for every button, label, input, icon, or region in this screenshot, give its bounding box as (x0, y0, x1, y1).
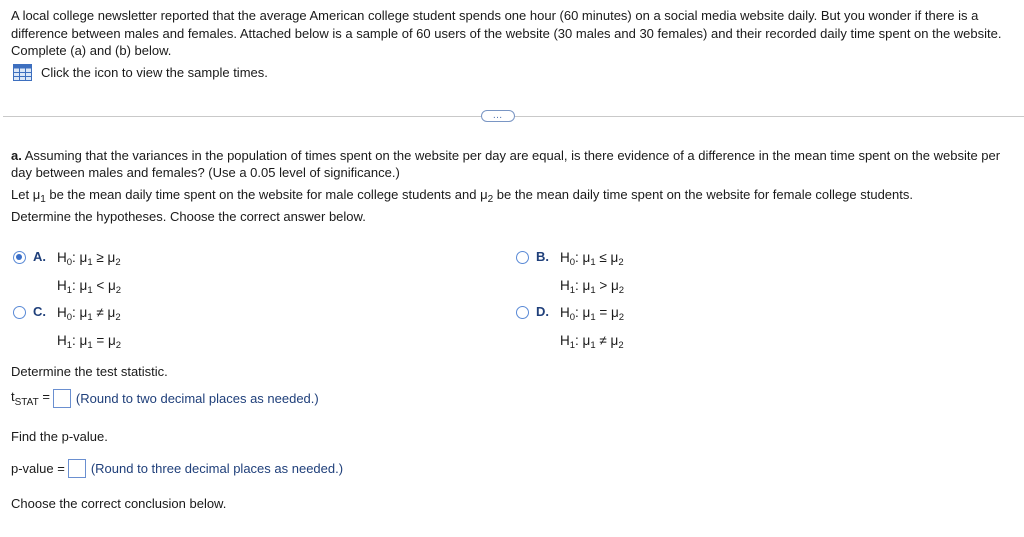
data-link-text: Click the icon to view the sample times. (41, 65, 268, 80)
hypothesis-a (57, 246, 121, 302)
hypothesis-prompt: Determine the hypotheses. Choose the correct answer below. (11, 209, 366, 224)
let-text-2: be the mean daily time spent on the website for male college students and (45, 187, 481, 202)
p-value-prompt: Find the p-value. (11, 429, 108, 444)
hypothesis-b (560, 246, 624, 302)
problem-intro: A local college newsletter reported that the average American college student spends one hour (60 minutes) on a social media website daily. But you wonder if there is a difference between males and females. Attached below is a sample of 60 users of the website (30 males and 30 females) and their recorded daily time spent on the website. Complete (a) and (b) below. (11, 8, 1002, 58)
p-value-label: p-value = (11, 461, 65, 476)
option-letter: B. (536, 249, 549, 264)
option-letter: D. (536, 304, 549, 319)
data-table-link[interactable] (13, 64, 268, 81)
test-stat-row (11, 389, 319, 408)
option-b[interactable] (516, 249, 624, 302)
null-hypothesis: $H_0$: $\mu_1 = \mu_2$ (560, 305, 625, 323)
part-a-question (11, 147, 1011, 181)
part-a-label: a. (11, 148, 22, 163)
p-value-row (11, 459, 343, 478)
mu-symbol: μ (32, 187, 41, 202)
option-c[interactable] (13, 304, 121, 357)
mu-symbol: μ (480, 187, 488, 202)
option-d[interactable] (516, 304, 624, 357)
let-text-3: be the mean daily time spent on the website for female college students. (493, 187, 913, 202)
null-hypothesis: $H_0$: $\mu_1 \le \mu_2$ (560, 250, 624, 268)
p-value-hint: (Round to three decimal places as needed.) (90, 461, 344, 476)
alternative-hypothesis: $H_1$: $\mu_1 = \mu_2$ (57, 333, 122, 351)
p-value-input[interactable] (68, 459, 86, 478)
option-a[interactable] (13, 249, 121, 302)
more-button[interactable]: … (481, 110, 515, 122)
radio-option-a[interactable] (13, 251, 26, 264)
option-letter: A. (33, 249, 46, 264)
alternative-hypothesis: $H_1$: $\mu_1 < \mu_2$ (57, 278, 122, 296)
tstat-input[interactable] (53, 389, 71, 408)
let-text-1: Let (11, 187, 33, 202)
option-letter: C. (33, 304, 46, 319)
null-hypothesis: $H_0$: $\mu_1 \ne \mu_2$ (57, 305, 121, 323)
tstat-hint: (Round to two decimal places as needed.) (75, 391, 319, 406)
radio-option-c[interactable] (13, 306, 26, 319)
hypothesis-d (560, 301, 624, 357)
conclusion-prompt: Choose the correct conclusion below. (11, 496, 227, 511)
radio-option-d[interactable] (516, 306, 529, 319)
radio-option-b[interactable] (516, 251, 529, 264)
mu-definition (11, 186, 1011, 208)
test-stat-prompt: Determine the test statistic. (11, 364, 168, 379)
alternative-hypothesis: $H_1$: $\mu_1 \ne \mu_2$ (560, 333, 624, 351)
null-hypothesis: $H_0$: $\mu_1 \ge \mu_2$ (57, 250, 121, 268)
mu-subscript: 2 (487, 194, 494, 205)
alternative-hypothesis: $H_1$: $\mu_1 > \mu_2$ (560, 278, 625, 296)
hypothesis-c (57, 301, 121, 357)
mu-subscript: 1 (40, 194, 46, 205)
table-grid-icon[interactable] (13, 64, 32, 81)
part-a-text: Assuming that the variances in the population of times spent on the website per day are equal, is there evidence of a difference in the mean time spent on the website per day between males and females? (Use a 0.05 level of significance.) (11, 148, 1001, 180)
tstat-label: $t_{STAT}$ = (11, 389, 50, 408)
